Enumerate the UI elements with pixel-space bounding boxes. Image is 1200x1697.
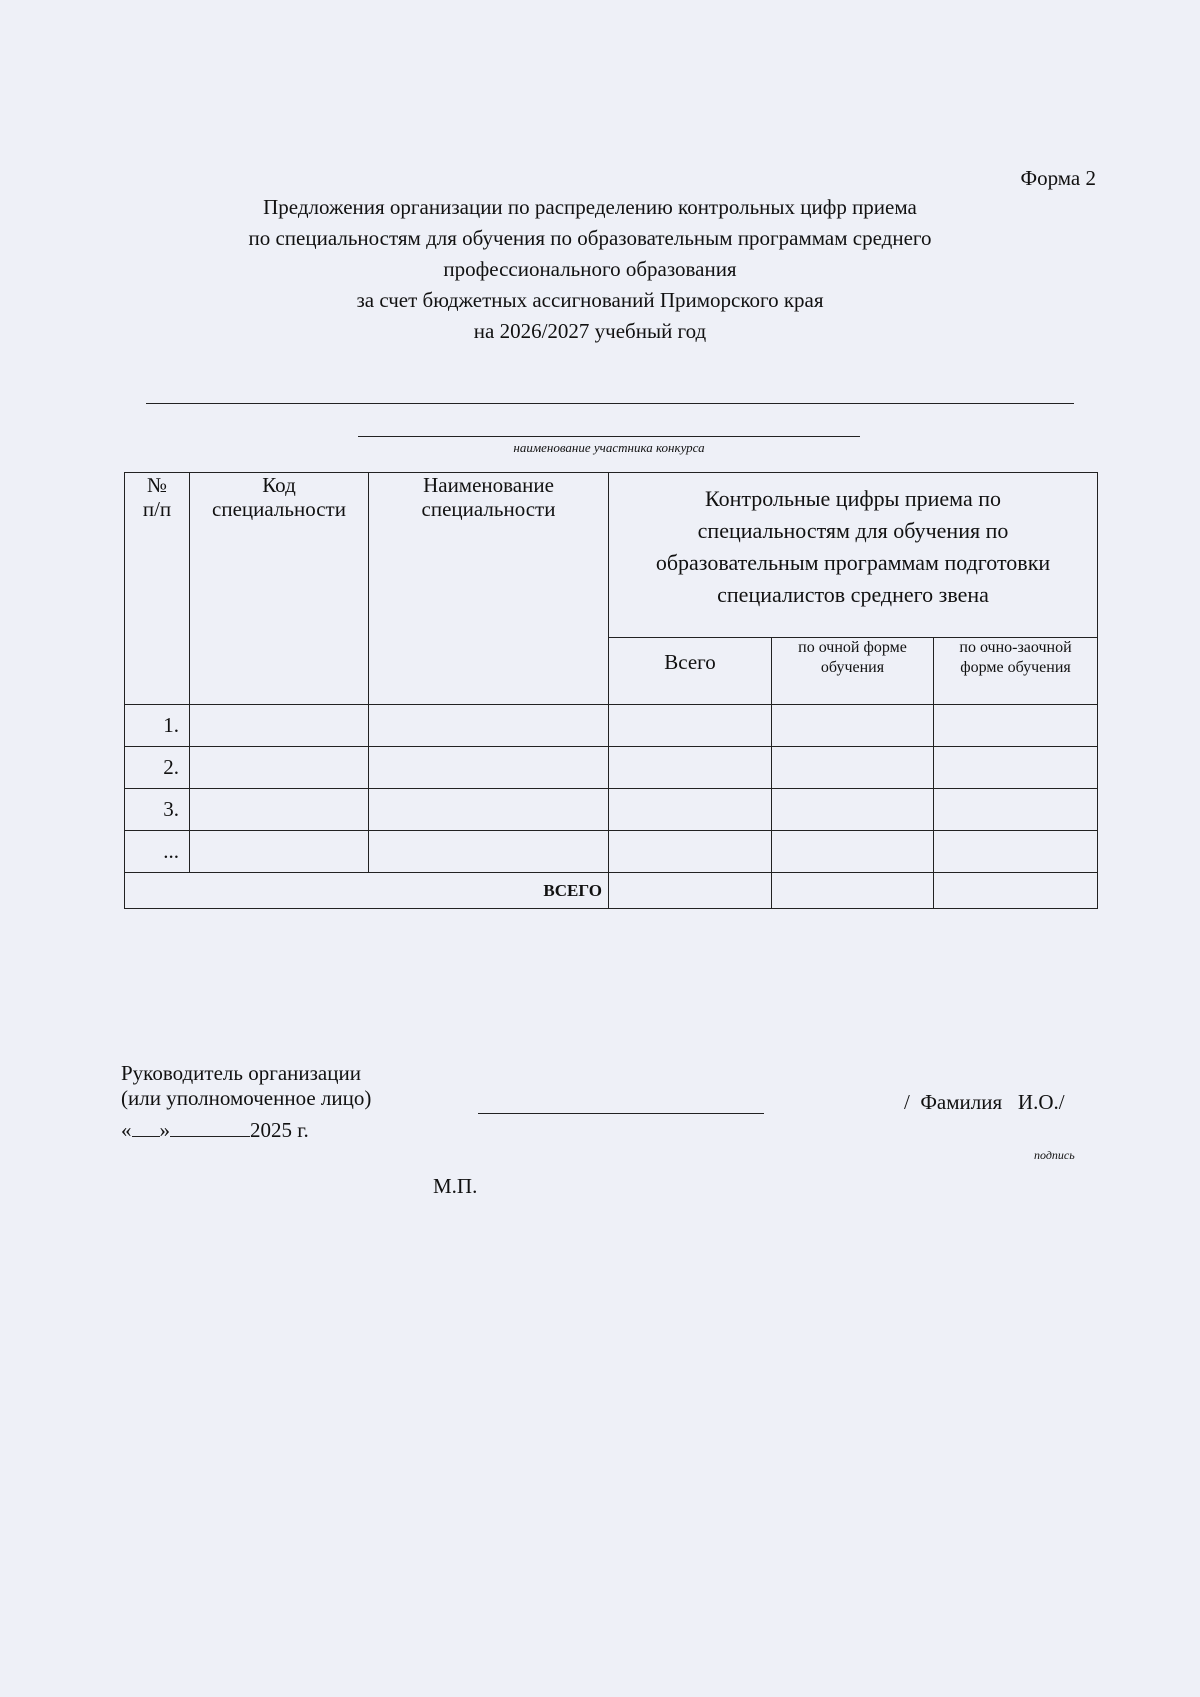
cell-parttime[interactable] (934, 747, 1098, 789)
title-line: по специальностям для обучения по образовательным программам среднего (248, 226, 932, 250)
header-num: № п/п (125, 473, 190, 705)
admission-quota-table (124, 472, 1098, 909)
participant-name-line-2[interactable] (358, 436, 860, 437)
title-line: за счет бюджетных ассигнований Приморского края (356, 288, 824, 312)
cell-name[interactable] (369, 747, 609, 789)
table-row (125, 705, 1098, 747)
cell-fulltime[interactable] (772, 789, 934, 831)
header-fulltime: по очной форме обучения (772, 638, 934, 705)
header-code: Код специальности (190, 473, 369, 705)
header-parttime: по очно-заочной форме обучения (934, 638, 1098, 705)
document-title (120, 192, 1060, 347)
signature-line[interactable] (478, 1113, 764, 1114)
title-line: на 2026/2027 учебный год (473, 319, 707, 343)
cell-fulltime[interactable] (772, 831, 934, 873)
cell-name[interactable] (369, 705, 609, 747)
table-row (125, 789, 1098, 831)
stamp-placeholder: М.П. (433, 1174, 478, 1198)
cell-total-sum[interactable] (609, 873, 772, 909)
date-month-blank[interactable] (170, 1118, 250, 1137)
participant-caption: наименование участника конкурса (513, 440, 705, 455)
header-total: Всего (609, 638, 772, 705)
row-number: 1. (125, 705, 190, 747)
cell-total[interactable] (609, 747, 772, 789)
cell-name[interactable] (369, 831, 609, 873)
header-quota-group: Контрольные цифры приема по специальностям для обучения по образовательным программам подготовки специалистов среднего звена (609, 473, 1098, 638)
row-number: 3. (125, 789, 190, 831)
cell-parttime-sum[interactable] (934, 873, 1098, 909)
cell-total[interactable] (609, 831, 772, 873)
cell-fulltime-sum[interactable] (772, 873, 934, 909)
cell-parttime[interactable] (934, 789, 1098, 831)
cell-parttime[interactable] (934, 705, 1098, 747)
signature-date: « » 2025 г. (121, 1118, 309, 1142)
cell-total[interactable] (609, 789, 772, 831)
title-line: Предложения организации по распределению контрольных цифр приема (263, 195, 917, 219)
title-line: профессионального образования (443, 257, 737, 281)
date-day-blank[interactable] (132, 1118, 160, 1137)
cell-parttime[interactable] (934, 831, 1098, 873)
signature-caption: подпись (1034, 1148, 1075, 1162)
signatory-role: Руководитель организации (или уполномоченное лицо) (121, 1061, 372, 1110)
row-number: 2. (125, 747, 190, 789)
form-number: Форма 2 (1020, 166, 1096, 190)
cell-total[interactable] (609, 705, 772, 747)
cell-fulltime[interactable] (772, 747, 934, 789)
header-name: Наименование специальности (369, 473, 609, 705)
table-row (125, 831, 1098, 873)
total-label: ВСЕГО (125, 873, 609, 909)
cell-fulltime[interactable] (772, 705, 934, 747)
cell-name[interactable] (369, 789, 609, 831)
cell-code[interactable] (190, 789, 369, 831)
participant-name-line-1[interactable] (146, 403, 1074, 404)
table-total-row (125, 873, 1098, 909)
cell-code[interactable] (190, 747, 369, 789)
table-row (125, 747, 1098, 789)
cell-code[interactable] (190, 831, 369, 873)
row-number: ... (125, 831, 190, 873)
cell-code[interactable] (190, 705, 369, 747)
signatory-name: / Фамилия И.О./ (904, 1090, 1065, 1114)
